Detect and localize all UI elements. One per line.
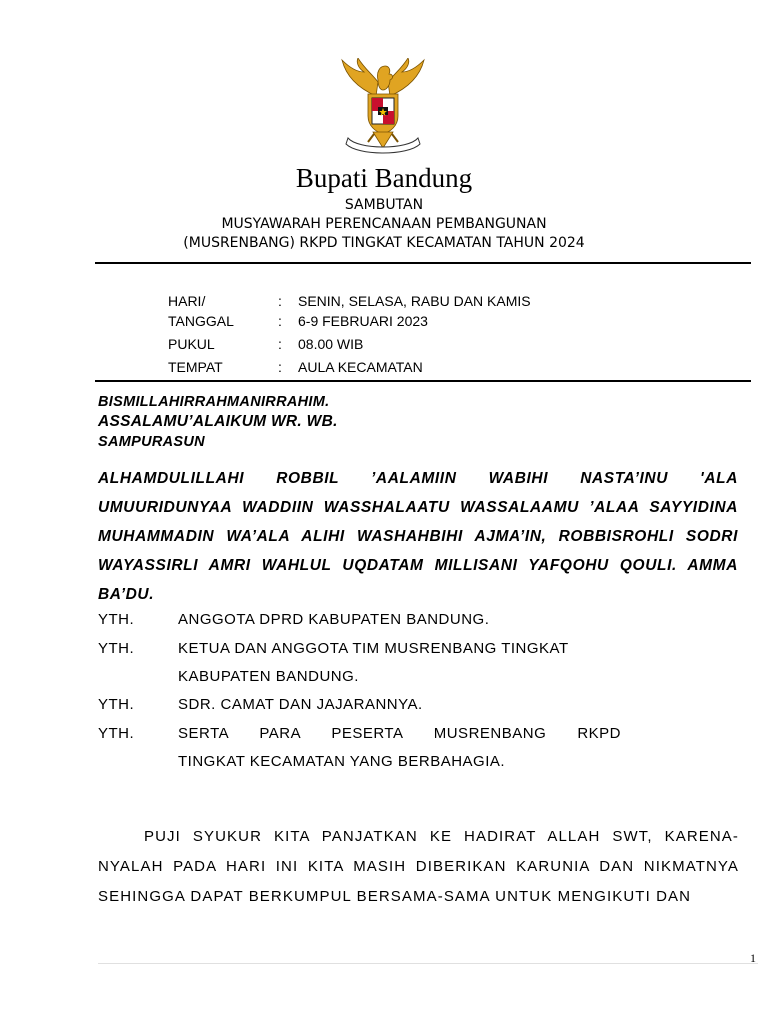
info-value: 6-9 FEBRUARI 2023 bbox=[298, 313, 428, 329]
info-separator: : bbox=[278, 313, 282, 329]
info-row-hari bbox=[168, 291, 531, 311]
document-title: Bupati Bandung bbox=[295, 163, 473, 193]
greeting-item bbox=[98, 720, 658, 776]
info-row-pukul bbox=[168, 334, 531, 354]
greeting-label: YTH. bbox=[98, 640, 135, 657]
footer-divider bbox=[98, 963, 758, 964]
greeting-label: YTH. bbox=[98, 696, 135, 713]
body-paragraph: PUJI SYUKUR KITA PANJATKAN KE HADIRAT ALLAH SWT, KARENA-NYALAH PADA HARI INI KITA MASIH DIBERIKAN KARUNIA DAN NIKMATNYA SEHINGGA DAPAT BERKUMPUL BERSAMA-SAMA UNTUK MENGIKUTI DAN bbox=[98, 828, 739, 905]
info-label: PUKUL bbox=[168, 336, 215, 352]
info-divider bbox=[95, 380, 751, 382]
page-number: 1 bbox=[750, 951, 756, 965]
greeting-text: ANGGOTA DPRD KABUPATEN BANDUNG. bbox=[178, 611, 490, 628]
info-value: SENIN, SELASA, RABU DAN KAMIS bbox=[298, 293, 531, 309]
event-info bbox=[168, 291, 531, 377]
info-separator: : bbox=[278, 293, 282, 309]
greeting-label: YTH. bbox=[98, 725, 135, 742]
info-separator: : bbox=[278, 359, 282, 375]
greeting-text: SERTA PARA PESERTA MUSRENBANG RKPD bbox=[178, 725, 621, 742]
info-label: TANGGAL bbox=[168, 313, 234, 329]
info-row-tempat bbox=[168, 357, 531, 377]
greeting-item bbox=[98, 691, 658, 719]
subtitle-sambutan: SAMBUTAN bbox=[344, 197, 424, 213]
greeting-text: SDR. CAMAT DAN JAJARANNYA. bbox=[178, 696, 423, 713]
opening-prayer: ALHAMDULILLAHI ROBBIL ’AALAMIIN WABIHI NASTA’INU 'ALA UMUURIDUNYAA WADDIIN WASSHALAATU WASSALAAMU ’ALAA SAYYIDINA MUHAMMADIN WA’ALA ALIHI WASHAHBIHI AJMA’IN, ROBBISROHLI SODRI WAYASSIRLI AMRI WAHLUL UQDATAM MILLISANI YAFQOHU QOULI. AMMA BA’DU. bbox=[98, 470, 738, 603]
opening-sampurasun: SAMPURASUN bbox=[98, 434, 205, 450]
greeting-item bbox=[98, 606, 658, 634]
header-divider bbox=[95, 262, 751, 264]
info-value: 08.00 WIB bbox=[298, 336, 364, 352]
info-label: HARI/ bbox=[168, 293, 206, 309]
garuda-pancasila-emblem-icon bbox=[328, 58, 438, 158]
info-label: TEMPAT bbox=[168, 359, 223, 375]
subtitle-event-detail: (MUSRENBANG) RKPD TINGKAT KECAMATAN TAHUN 2024 bbox=[183, 235, 585, 251]
info-row-tanggal bbox=[168, 311, 531, 331]
greeting-text-continued: KABUPATEN BANDUNG. bbox=[178, 668, 359, 685]
opening-salam: ASSALAMU’ALAIKUM WR. WB. bbox=[98, 413, 338, 430]
opening-bismillah: BISMILLAHIRRAHMANIRRAHIM. bbox=[98, 394, 330, 410]
greeting-text: KETUA DAN ANGGOTA TIM MUSRENBANG TINGKAT bbox=[178, 640, 569, 657]
info-separator: : bbox=[278, 336, 282, 352]
info-value: AULA KECAMATAN bbox=[298, 359, 423, 375]
greeting-label: YTH. bbox=[98, 611, 135, 628]
greeting-text-continued: TINGKAT KECAMATAN YANG BERBAHAGIA. bbox=[178, 753, 506, 770]
subtitle-event: MUSYAWARAH PERENCANAAN PEMBANGUNAN bbox=[221, 216, 547, 232]
greeting-item bbox=[98, 635, 658, 691]
